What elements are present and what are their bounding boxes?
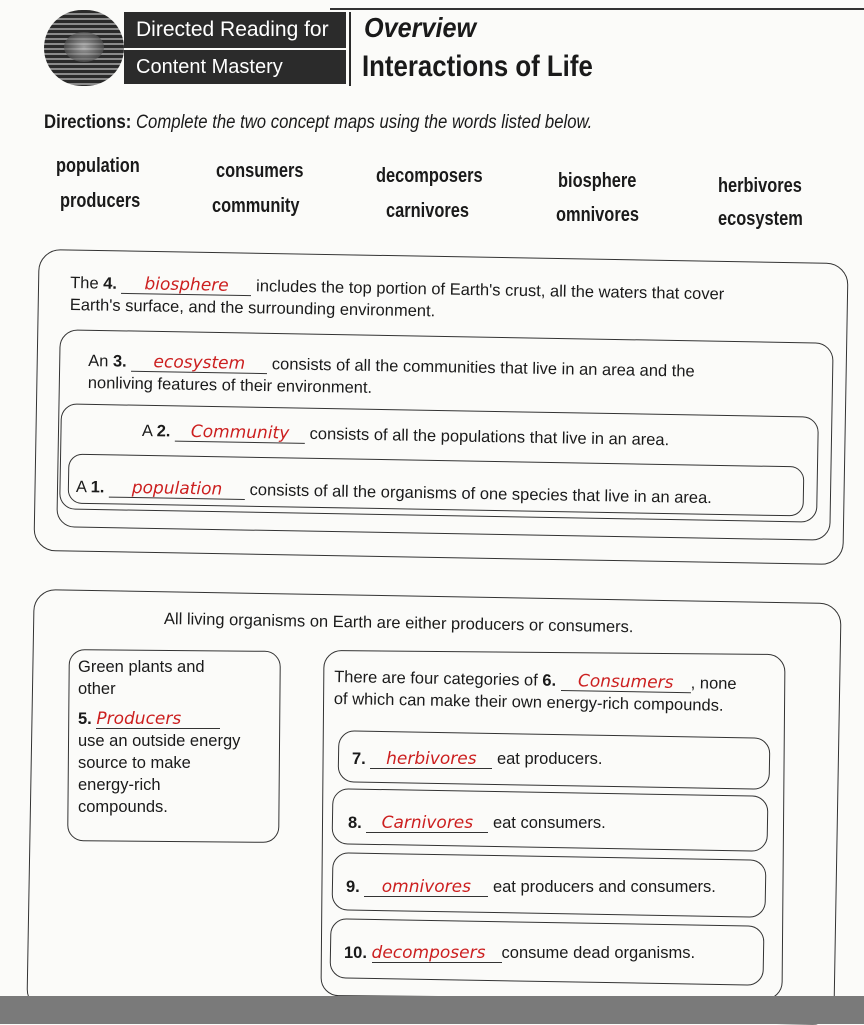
level2-num: 2. — [156, 422, 171, 441]
level2-post: consists of all the populations that live in an area. — [309, 424, 670, 450]
producers-num: 5. — [78, 710, 92, 728]
level3-blank[interactable] — [131, 353, 267, 374]
word-bank-item: biosphere — [558, 170, 637, 192]
level2-blank[interactable] — [175, 423, 305, 444]
item10-num: 10. — [344, 944, 367, 962]
badge-top-label: Directed Reading for — [124, 12, 346, 48]
item8-num: 8. — [348, 814, 362, 832]
section-label: Overview — [364, 12, 477, 43]
item-carnivores — [348, 812, 606, 834]
level4-blank[interactable] — [121, 275, 251, 296]
item10-answer: decomposers — [371, 943, 486, 963]
level1-answer: population — [131, 477, 223, 500]
level4-pre: The — [70, 274, 99, 293]
producers-blank[interactable] — [96, 710, 220, 729]
item7-blank[interactable] — [370, 750, 492, 769]
item9-post: eat producers and consumers. — [492, 878, 716, 896]
page-title: Interactions of Life — [362, 50, 593, 83]
item-omnivores — [346, 876, 716, 898]
item7-num: 7. — [352, 750, 366, 768]
level4-post: includes the top portion of Earth's crust, all the waters that cover — [255, 277, 725, 304]
badge-bottom-label: Content Mastery — [124, 50, 346, 84]
word-bank-item: herbivores — [718, 175, 802, 197]
level4-answer: biosphere — [144, 274, 229, 296]
level3-pre: An — [88, 352, 109, 371]
level2-answer: Community — [190, 421, 290, 444]
consumers-line2: of which can make their own energy-rich compounds. — [333, 689, 724, 715]
producers-line5: energy-rich — [78, 776, 161, 794]
producers-line2: other — [78, 680, 116, 698]
level3-post: consists of all the communities that live in an area and the — [271, 355, 695, 381]
word-bank-item: omnivores — [556, 204, 639, 226]
producers-text — [78, 656, 240, 818]
consumers-text — [334, 666, 737, 717]
item-herbivores — [352, 748, 602, 770]
level3-num: 3. — [112, 352, 127, 371]
globe-highlight — [64, 32, 104, 62]
directions-text: Complete the two concept maps using the words listed below. — [135, 112, 593, 133]
level2-pre: A — [141, 422, 153, 441]
item7-post: eat producers. — [496, 750, 603, 768]
word-bank-item: carnivores — [386, 200, 469, 222]
item10-blank[interactable] — [372, 944, 502, 963]
item8-blank[interactable] — [366, 814, 488, 833]
consumers-pre: There are four categories of — [334, 668, 538, 690]
producers-line1: Green plants and — [78, 658, 205, 676]
level4-num: 4. — [103, 274, 118, 293]
producers-line4: source to make — [78, 754, 191, 772]
item9-num: 9. — [346, 878, 360, 896]
level1-blank[interactable] — [109, 479, 245, 500]
consumers-answer: Consumers — [577, 671, 674, 693]
scan-edge — [0, 996, 864, 1024]
header-divider — [349, 12, 351, 86]
word-bank-item: consumers — [216, 160, 304, 182]
item10-post: consume dead organisms. — [501, 944, 696, 962]
directions — [44, 112, 592, 134]
directions-label: Directions: — [44, 112, 132, 133]
word-bank-item: population — [56, 155, 140, 177]
word-bank-item: ecosystem — [718, 208, 803, 230]
header-rule — [330, 8, 864, 10]
level1-pre: A — [75, 478, 87, 497]
consumers-blank[interactable] — [561, 672, 691, 693]
producers-line6: compounds. — [78, 798, 168, 816]
word-bank-item: community — [212, 195, 300, 217]
item9-answer: omnivores — [381, 877, 471, 897]
word-bank-item: decomposers — [376, 165, 483, 187]
level3-answer: ecosystem — [153, 352, 246, 374]
item8-post: eat consumers. — [492, 814, 606, 832]
item8-answer: Carnivores — [381, 813, 474, 833]
item-decomposers — [344, 942, 695, 964]
level4-line2: Earth's surface, and the surrounding environment. — [69, 295, 436, 321]
producers-line3: use an outside energy — [78, 732, 241, 750]
level1-post: consists of all the organisms of one species that live in an area. — [249, 481, 712, 508]
word-bank-item: producers — [60, 190, 141, 212]
consumers-post: , none — [690, 674, 737, 694]
level1-num: 1. — [90, 478, 105, 497]
item7-answer: herbivores — [386, 749, 477, 769]
level3-line2: nonliving features of their environment. — [87, 373, 373, 397]
consumers-num: 6. — [542, 671, 557, 690]
item9-blank[interactable] — [364, 878, 488, 897]
producers-answer: Producers — [96, 709, 182, 729]
map2-top-text: All living organisms on Earth are either producers or consumers. — [163, 610, 634, 637]
